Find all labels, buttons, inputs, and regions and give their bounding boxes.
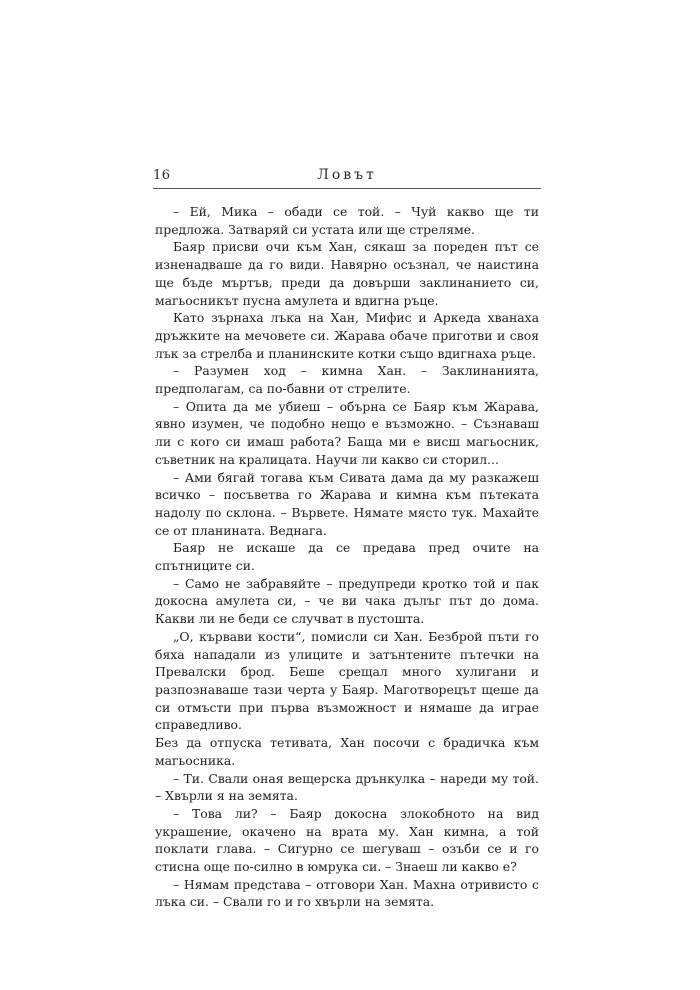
paragraph: – Само не забравяйте – предупреди кротко той и пак докосна амулета си, – че ви чака дълъг път до дома. Какви ли не беди се случват в пустошта. — [155, 575, 539, 627]
paragraph: – Ами бягай тогава към Сивата дама да му разкажеш всичко – посъветва го Жарава и кимна към пътеката надолу по склона. – Вървете. Нямате място тук. Махайте се от планината. Веднага. — [155, 469, 539, 538]
paragraph: – Това ли? – Баяр докосна злокобното на вид украшение, окачено на врата му. Хан кимна, а той поклати глава. – Сигурно се шегуваш – озъби се и го стисна още по-силно в юмрука си. – Знаеш ли какво е? — [155, 805, 539, 875]
paragraph: Баяр присви очи към Хан, сякаш за пореден път се изненадваше да го види. Навярно осъзнал, че наистина ще бъде мъртъв, преди да довърши заклинанието си, магьосникът пусна амулета и вдигна ръце. — [155, 239, 539, 308]
paragraph: – Ей, Мика – обади се той. – Чуй какво ще ти предложа. Затваряй си устата или ще стреляме. — [155, 204, 539, 237]
paragraph: Като зърнаха лъка на Хан, Мифис и Аркеда хванаха дръжките на мечовете си. Жарава обаче приготви и своя лък за стрелба и планинските котки също вдигнаха ръце. — [155, 310, 539, 361]
running-title: Ловът — [317, 167, 377, 183]
paragraph: Без да отпуска тетивата, Хан посочи с брадичка към магьосника. — [155, 735, 539, 768]
body-text — [155, 203, 539, 911]
page-header — [153, 165, 541, 187]
paragraph: Баяр не искаше да се предава пред очите на спътниците си. — [155, 540, 539, 574]
paragraph: – Ти. Свали оная вещерска дрънкулка – нареди му той. – Хвърли я на земята. — [155, 770, 539, 804]
page-number: 16 — [153, 168, 171, 183]
paragraph: – Разумен ход – кимна Хан. – Заклинанията, предполагам, са по-бавни от стрелите. — [155, 363, 539, 397]
paragraph: – Нямам представа – отговори Хан. Махна отривисто с лъка си. – Свали го и го хвърли на земята. — [155, 876, 539, 910]
paragraph: „О, кървави кости“, помисли си Хан. Безброй пъти го бяха нападали из улиците и затънтените пътечки на Превалски брод. Беше срещал много хулигани и разпознаваше тази черта у Баяр. Маготворецът щеше да си отмъсти при първа възможност и нямаше да играе справедливо. — [155, 628, 539, 733]
header-rule — [153, 188, 541, 189]
paragraph: – Опита да ме убиеш – обърна се Баяр към Жарава, явно изумен, че подобно нещо е възможно. – Съзнаваш ли с кого си имаш работа? Баща ми е висш магьосник, съветник на кралицата. Научи ли какво си сторил... — [155, 398, 539, 467]
